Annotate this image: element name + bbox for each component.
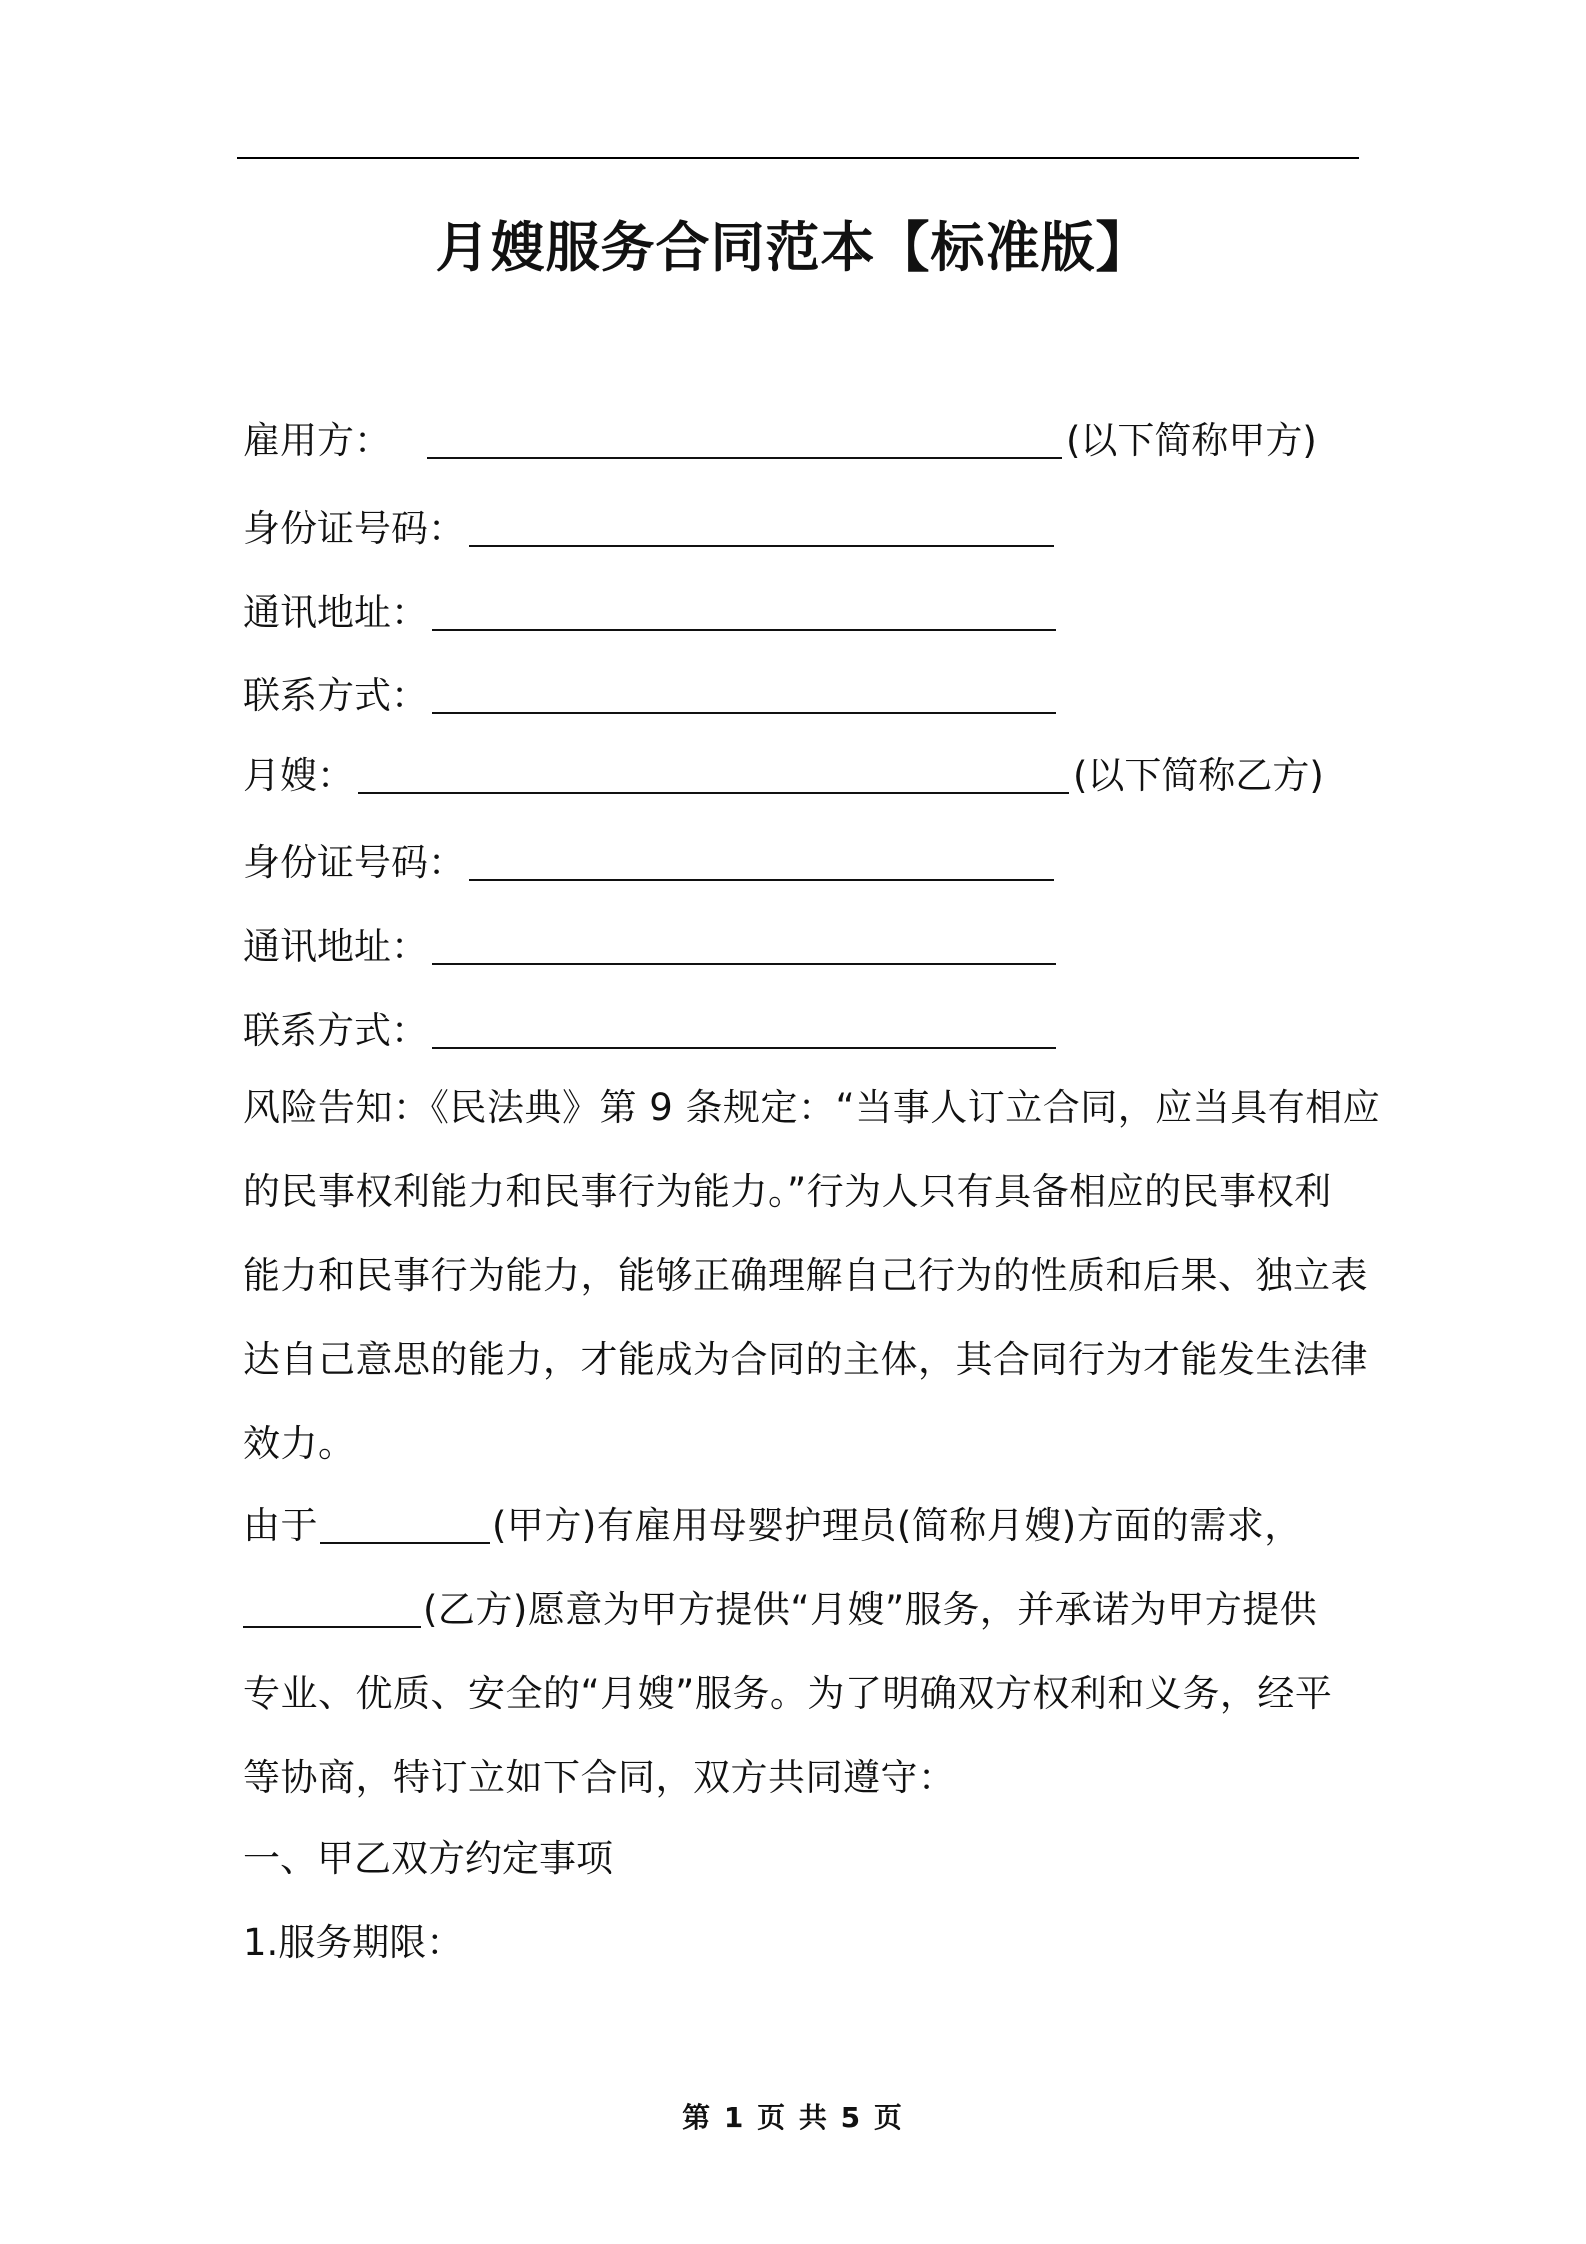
risk-notice-line: 达自己意思的能力，才能成为合同的主体，其合同行为才能发生法律 xyxy=(243,1338,1368,1381)
employer-id-label: 身份证号码： xyxy=(243,507,465,550)
nanny-name-field[interactable] xyxy=(358,752,1069,794)
employer-id-field[interactable] xyxy=(469,505,1054,547)
employer-contact-line xyxy=(243,669,1060,723)
item-service-period: 1.服务期限： xyxy=(243,1921,464,1964)
document-title: 月嫂服务合同范本【标准版】 xyxy=(435,216,1151,279)
employer-address-field[interactable] xyxy=(432,589,1056,631)
section-heading-1: 一、甲乙双方约定事项 xyxy=(243,1837,613,1880)
risk-notice-line: 风险告知：《民法典》第 9 条规定：“当事人订立合同，应当具有相应 xyxy=(243,1086,1381,1129)
nanny-contact-line xyxy=(243,1004,1060,1058)
preamble-line1-text: (甲方)有雇用母婴护理员(简称月嫂)方面的需求， xyxy=(492,1504,1302,1547)
nanny-address-line xyxy=(243,920,1060,974)
nanny-address-label: 通讯地址： xyxy=(243,925,428,968)
nanny-line xyxy=(243,749,1324,803)
preamble-line-3: 专业、优质、安全的“月嫂”服务。为了明确双方权利和义务，经平 xyxy=(243,1672,1333,1715)
employer-contact-label: 联系方式： xyxy=(243,674,428,717)
page-number: 第 1 页 共 5 页 xyxy=(682,2101,904,2134)
nanny-suffix: (以下简称乙方) xyxy=(1073,754,1324,797)
employer-contact-field[interactable] xyxy=(432,672,1056,714)
employer-name-field[interactable] xyxy=(427,417,1062,459)
party-a-name-field[interactable] xyxy=(320,1502,490,1544)
employer-suffix: (以下简称甲方) xyxy=(1066,419,1317,462)
risk-notice-line: 能力和民事行为能力，能够正确理解自己行为的性质和后果、独立表 xyxy=(243,1254,1368,1297)
preamble-line2-text: (乙方)愿意为甲方提供“月嫂”服务，并承诺为甲方提供 xyxy=(423,1588,1318,1631)
nanny-address-field[interactable] xyxy=(432,923,1056,965)
employer-label: 雇用方： xyxy=(243,419,391,462)
preamble-prefix: 由于 xyxy=(243,1504,318,1547)
nanny-id-line xyxy=(243,836,1058,890)
nanny-label: 月嫂： xyxy=(243,754,354,797)
preamble-line-4: 等协商，特订立如下合同，双方共同遵守： xyxy=(243,1756,956,1799)
employer-id-line xyxy=(243,502,1058,556)
header-rule xyxy=(237,157,1359,159)
preamble-line-2 xyxy=(243,1568,1358,1652)
preamble-line-1 xyxy=(243,1484,1358,1568)
employer-address-label: 通讯地址： xyxy=(243,591,428,634)
employer-address-line xyxy=(243,586,1060,640)
nanny-id-field[interactable] xyxy=(469,839,1054,881)
employer-line xyxy=(243,414,1317,468)
risk-notice-paragraph xyxy=(243,1066,1381,1486)
risk-notice-line: 效力。 xyxy=(243,1422,356,1465)
nanny-id-label: 身份证号码： xyxy=(243,841,465,884)
party-b-name-field[interactable] xyxy=(243,1586,421,1628)
nanny-contact-label: 联系方式： xyxy=(243,1009,428,1052)
preamble-paragraph xyxy=(243,1484,1358,1820)
risk-notice-line: 的民事权利能力和民事行为能力。”行为人只有具备相应的民事权利 xyxy=(243,1170,1332,1213)
nanny-contact-field[interactable] xyxy=(432,1007,1056,1049)
